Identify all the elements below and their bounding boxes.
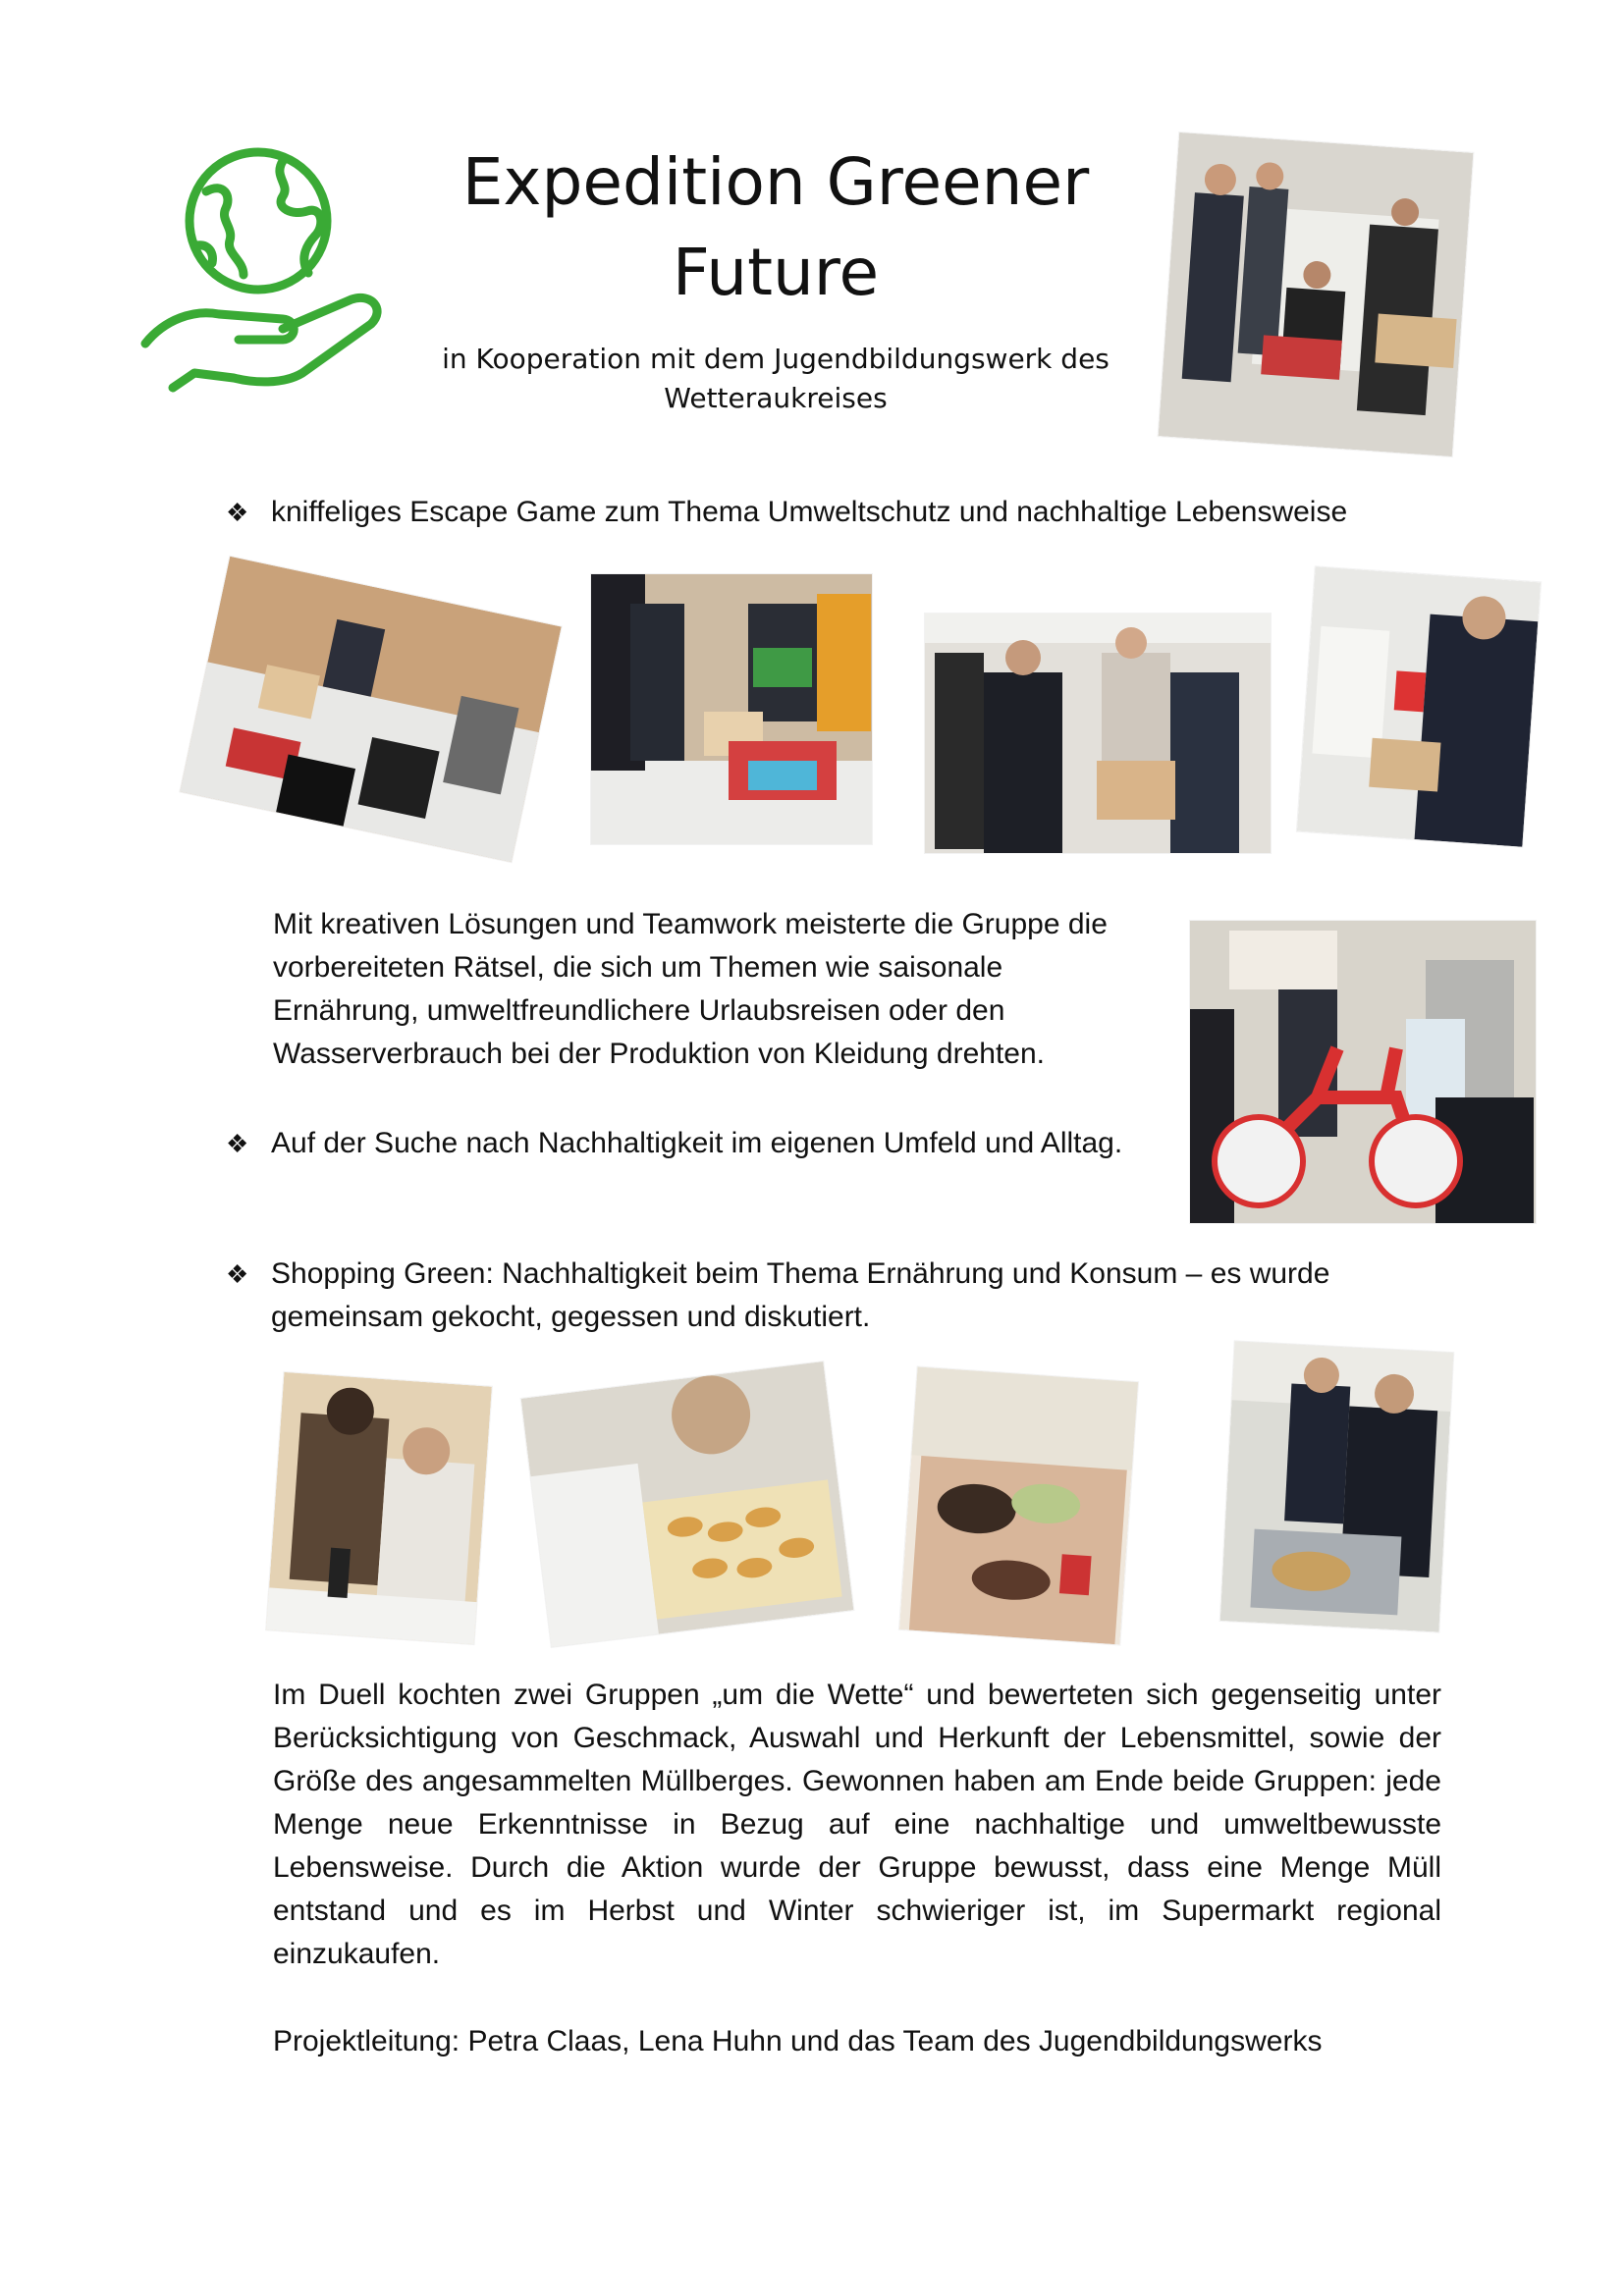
paragraph-cooking-duel: Im Duell kochten zwei Gruppen „um die Wette“ und bewerteten sich gegenseitig unter Berücksichtigung von Geschmack, Auswahl und Herkunft der Lebensmittel, sowie der Größe des angesammelten Müllberges. Gewonnen haben am Ende beide Gruppen: jede Menge neue Erkenntnisse in Bezug auf eine nachhaltige und umweltbewusste Lebensweise. Durch die Aktion wurde der Gruppe bewusst, dass eine Menge Müll entstand und es im Herbst und Winter schwieriger ist, im Supermarkt regional einzukaufen. <box>273 1679 1441 1970</box>
paragraph-teamwork-line-1: Mit kreativen Lösungen und Teamwork meisterte die Gruppe die <box>273 908 1108 940</box>
title-line-1: Expedition Greener <box>461 144 1090 220</box>
paragraph-teamwork <box>273 903 1157 1076</box>
bullet-alltag <box>226 1122 1168 1165</box>
photo-escape-game-boxes <box>591 574 872 844</box>
photo-escape-game-table <box>180 557 561 862</box>
bullet-marker: ❖ <box>226 1129 249 1158</box>
page-subtitle <box>432 340 1119 418</box>
globe-in-hand-icon <box>135 137 401 393</box>
paragraph-teamwork-line-4: Wasserverbrauch bei der Produktion von Kleidung drehten. <box>273 1038 1046 1070</box>
bullet-marker: ❖ <box>226 498 249 527</box>
bullet-escape-game <box>226 491 1453 534</box>
photo-baking-trays <box>521 1362 854 1647</box>
paragraph-teamwork-line-2: vorbereiteten Rätsel, die sich um Themen wie saisonale <box>273 951 1003 984</box>
photo-escape-game-cooking-room <box>925 614 1271 853</box>
photo-group-with-bicycle <box>1190 921 1536 1223</box>
page-title <box>432 137 1119 318</box>
paragraph-teamwork-line-3: Ernährung, umweltfreundlichere Urlaubsreisen oder den <box>273 994 1005 1027</box>
photo-food-buffet <box>899 1366 1138 1644</box>
project-lead: Projektleitung: Petra Claas, Lena Huhn und das Team des Jugendbildungswerks <box>273 2025 1323 2057</box>
bullet-shopping-green <box>226 1253 1453 1339</box>
title-line-2: Future <box>672 235 880 310</box>
photo-cooking-pair <box>266 1372 492 1644</box>
bullet-shopping-green-text <box>271 1253 1329 1339</box>
bullet-marker: ❖ <box>226 1259 249 1289</box>
photo-escape-game-poster-wall <box>1297 566 1541 846</box>
subtitle-line-2: Wetteraukreises <box>664 382 888 414</box>
bullet-shopping-green-line-2: gemeinsam gekocht, gegessen und diskutiert. <box>271 1301 871 1333</box>
bullet-escape-game-text: kniffeliges Escape Game zum Thema Umweltschutz und nachhaltige Lebensweise <box>271 496 1348 528</box>
subtitle-line-1: in Kooperation mit dem Jugendbildungswerk des <box>442 343 1110 375</box>
photo-group-with-boxes <box>1159 133 1474 456</box>
bullet-alltag-text: Auf der Suche nach Nachhaltigkeit im eigenen Umfeld und Alltag. <box>271 1127 1123 1159</box>
bullet-shopping-green-line-1: Shopping Green: Nachhaltigkeit beim Thema Ernährung und Konsum – es wurde <box>271 1257 1330 1290</box>
photo-washing-dishes <box>1220 1341 1454 1631</box>
